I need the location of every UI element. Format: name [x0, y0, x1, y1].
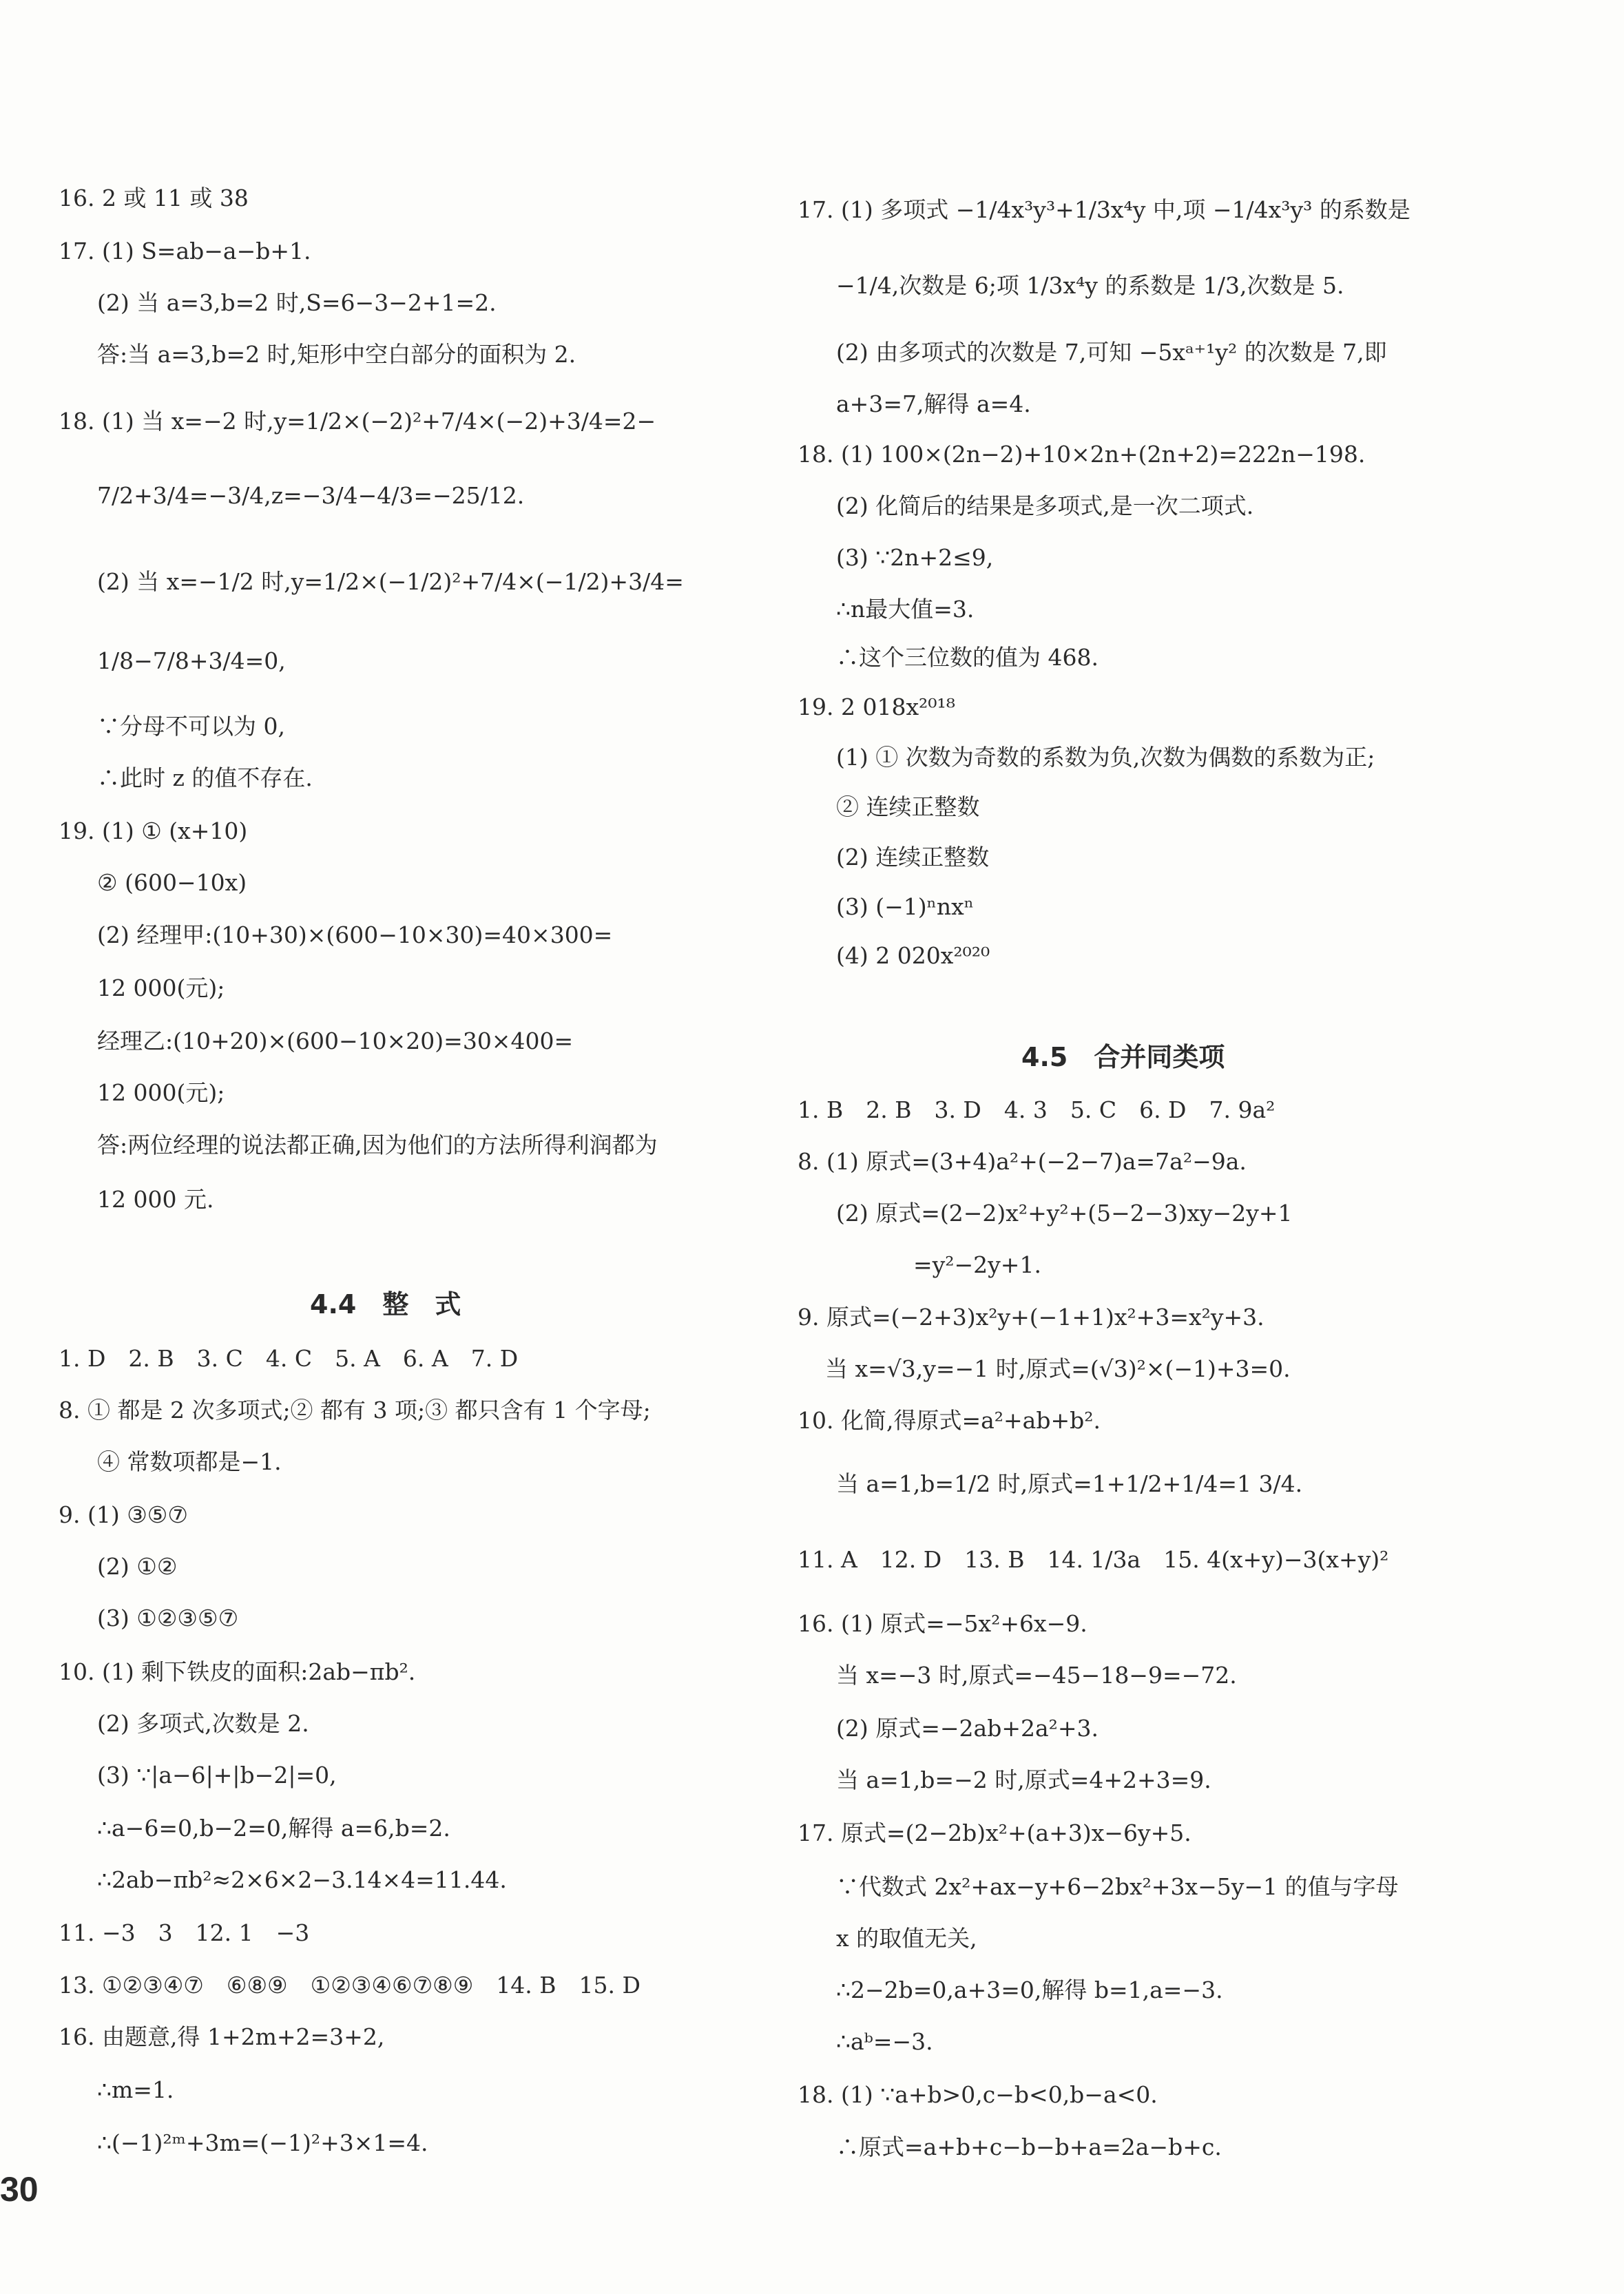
answer-line: (2) 由多项式的次数是 7,可知 −5xᵃ⁺¹y² 的次数是 7,即	[836, 339, 1387, 366]
answer-line: ∴此时 z 的值不存在.	[97, 764, 313, 791]
answer-line: ∴2ab−πb²≈2×6×2−3.14×4=11.44.	[97, 1866, 507, 1893]
answer-line: ∴m=1.	[97, 2076, 174, 2103]
answer-line: 17. (1) 多项式 −1/4x³y³+1/3x⁴y 中,项 −1/4x³y³ 的系数是	[798, 196, 1410, 223]
answer-line: 1. B 2. B 3. D 4. 3 5. C 6. D 7. 9a²	[798, 1096, 1276, 1123]
answer-line: (2) 连续正整数	[836, 844, 990, 870]
answer-line: 11. −3 3 12. 1 −3	[59, 1919, 310, 1946]
answer-line: 答:两位经理的说法都正确,因为他们的方法所得利润都为	[97, 1132, 658, 1158]
answer-line: 当 a=1,b=1/2 时,原式=1+1/2+1/4=1 3/4.	[836, 1470, 1303, 1497]
page-number: 30	[0, 2170, 39, 2209]
answer-line: 12 000(元);	[97, 974, 225, 1001]
answer-line: ∴2−2b=0,a+3=0,解得 b=1,a=−3.	[836, 1977, 1223, 2003]
answer-line: (2) ①②	[97, 1553, 178, 1580]
answer-line: ∴aᵇ=−3.	[836, 2028, 933, 2055]
answer-line: ∴n最大值=3.	[836, 596, 975, 623]
answer-line: 10. (1) 剩下铁皮的面积:2ab−πb².	[59, 1658, 416, 1685]
answer-line: =y²−2y+1.	[913, 1251, 1041, 1278]
answer-line: 7/2+3/4=−3/4,z=−3/4−4/3=−25/12.	[97, 482, 525, 509]
section-title: 4.5 合并同类项	[1021, 1042, 1225, 1072]
answer-line: (3) ∵|a−6|+|b−2|=0,	[97, 1762, 337, 1789]
answer-line: (2) 当 x=−1/2 时,y=1/2×(−1/2)²+7/4×(−1/2)+3/4=	[97, 568, 684, 595]
answer-line: ④ 常数项都是−1.	[97, 1448, 282, 1475]
answer-line: ② (600−10x)	[97, 869, 247, 896]
answer-line: 17. 原式=(2−2b)x²+(a+3)x−6y+5.	[798, 1819, 1191, 1846]
answer-line: 13. ①②③④⑦ ⑥⑧⑨ ①②③④⑥⑦⑧⑨ 14. B 15. D	[59, 1972, 641, 1999]
answer-line: 19. (1) ① (x+10)	[59, 817, 248, 844]
answer-line: 经理乙:(10+20)×(600−10×20)=30×400=	[97, 1028, 574, 1054]
answer-line: 19. 2 018x²⁰¹⁸	[798, 694, 955, 720]
answer-line: 18. (1) ∵a+b>0,c−b<0,b−a<0.	[798, 2081, 1158, 2108]
answer-line: 16. 由题意,得 1+2m+2=3+2,	[59, 2023, 385, 2050]
answer-line: −1/4,次数是 6;项 1/3x⁴y 的系数是 1/3,次数是 5.	[836, 272, 1344, 299]
answer-line: (3) ①②③⑤⑦	[97, 1605, 239, 1631]
answer-line: 8. (1) 原式=(3+4)a²+(−2−7)a=7a²−9a.	[798, 1148, 1247, 1175]
answer-line: 当 a=1,b=−2 时,原式=4+2+3=9.	[836, 1766, 1211, 1793]
answer-line: (2) 原式=−2ab+2a²+3.	[836, 1715, 1099, 1742]
answer-line: 1. D 2. B 3. C 4. C 5. A 6. A 7. D	[59, 1345, 519, 1372]
answer-line: 10. 化简,得原式=a²+ab+b².	[798, 1407, 1101, 1434]
answer-line: (4) 2 020x²⁰²⁰	[836, 942, 990, 969]
answer-line: ∵代数式 2x²+ax−y+6−2bx²+3x−5y−1 的值与字母	[836, 1873, 1399, 1900]
answer-line: 18. (1) 100×(2n−2)+10×2n+(2n+2)=222n−198.	[798, 441, 1366, 468]
answer-line: ∴(−1)²ᵐ+3m=(−1)²+3×1=4.	[97, 2129, 428, 2156]
answer-line: a+3=7,解得 a=4.	[836, 390, 1031, 417]
answer-line: 当 x=√3,y=−1 时,原式=(√3)²×(−1)+3=0.	[825, 1355, 1291, 1382]
answer-line: 16. (1) 原式=−5x²+6x−9.	[798, 1610, 1087, 1637]
answer-line: (2) 原式=(2−2)x²+y²+(5−2−3)xy−2y+1	[836, 1200, 1293, 1227]
answer-line: 9. 原式=(−2+3)x²y+(−1+1)x²+3=x²y+3.	[798, 1304, 1264, 1331]
answer-line: ∴这个三位数的值为 468.	[836, 644, 1099, 671]
answer-line: 8. ① 都是 2 次多项式;② 都有 3 项;③ 都只含有 1 个字母;	[59, 1397, 651, 1424]
answer-line: 当 x=−3 时,原式=−45−18−9=−72.	[836, 1662, 1237, 1689]
answer-line: 11. A 12. D 13. B 14. 1/3a 15. 4(x+y)−3(x+y)²	[798, 1546, 1389, 1573]
answer-line: ∴原式=a+b+c−b−b+a=2a−b+c.	[836, 2134, 1222, 2160]
answer-line: 18. (1) 当 x=−2 时,y=1/2×(−2)²+7/4×(−2)+3/4=2−	[59, 408, 656, 435]
answer-line: ∴a−6=0,b−2=0,解得 a=6,b=2.	[97, 1815, 450, 1842]
answer-line: 1/8−7/8+3/4=0,	[97, 647, 286, 674]
answer-line: (1) ① 次数为奇数的系数为负,次数为偶数的系数为正;	[836, 744, 1375, 771]
section-title: 4.4 整 式	[310, 1289, 461, 1320]
answer-line: (2) 多项式,次数是 2.	[97, 1710, 309, 1737]
answer-line: 16. 2 或 11 或 38	[59, 185, 249, 211]
answer-line: 9. (1) ③⑤⑦	[59, 1501, 188, 1528]
answer-line: (3) ∵2n+2≤9,	[836, 544, 994, 571]
answer-line: (3) (−1)ⁿnxⁿ	[836, 893, 975, 920]
answer-line: (2) 化简后的结果是多项式,是一次二项式.	[836, 492, 1254, 519]
answer-line: x 的取值无关,	[836, 1925, 977, 1952]
answer-line: 12 000(元);	[97, 1079, 225, 1106]
answer-line: (2) 当 a=3,b=2 时,S=6−3−2+1=2.	[97, 289, 497, 316]
answer-line: ∵分母不可以为 0,	[97, 713, 285, 740]
answer-line: ② 连续正整数	[836, 793, 980, 820]
answer-line: (2) 经理甲:(10+30)×(600−10×30)=40×300=	[97, 921, 613, 948]
answer-line: 12 000 元.	[97, 1186, 214, 1213]
answer-line: 17. (1) S=ab−a−b+1.	[59, 238, 311, 264]
answer-line: 答:当 a=3,b=2 时,矩形中空白部分的面积为 2.	[97, 341, 576, 368]
